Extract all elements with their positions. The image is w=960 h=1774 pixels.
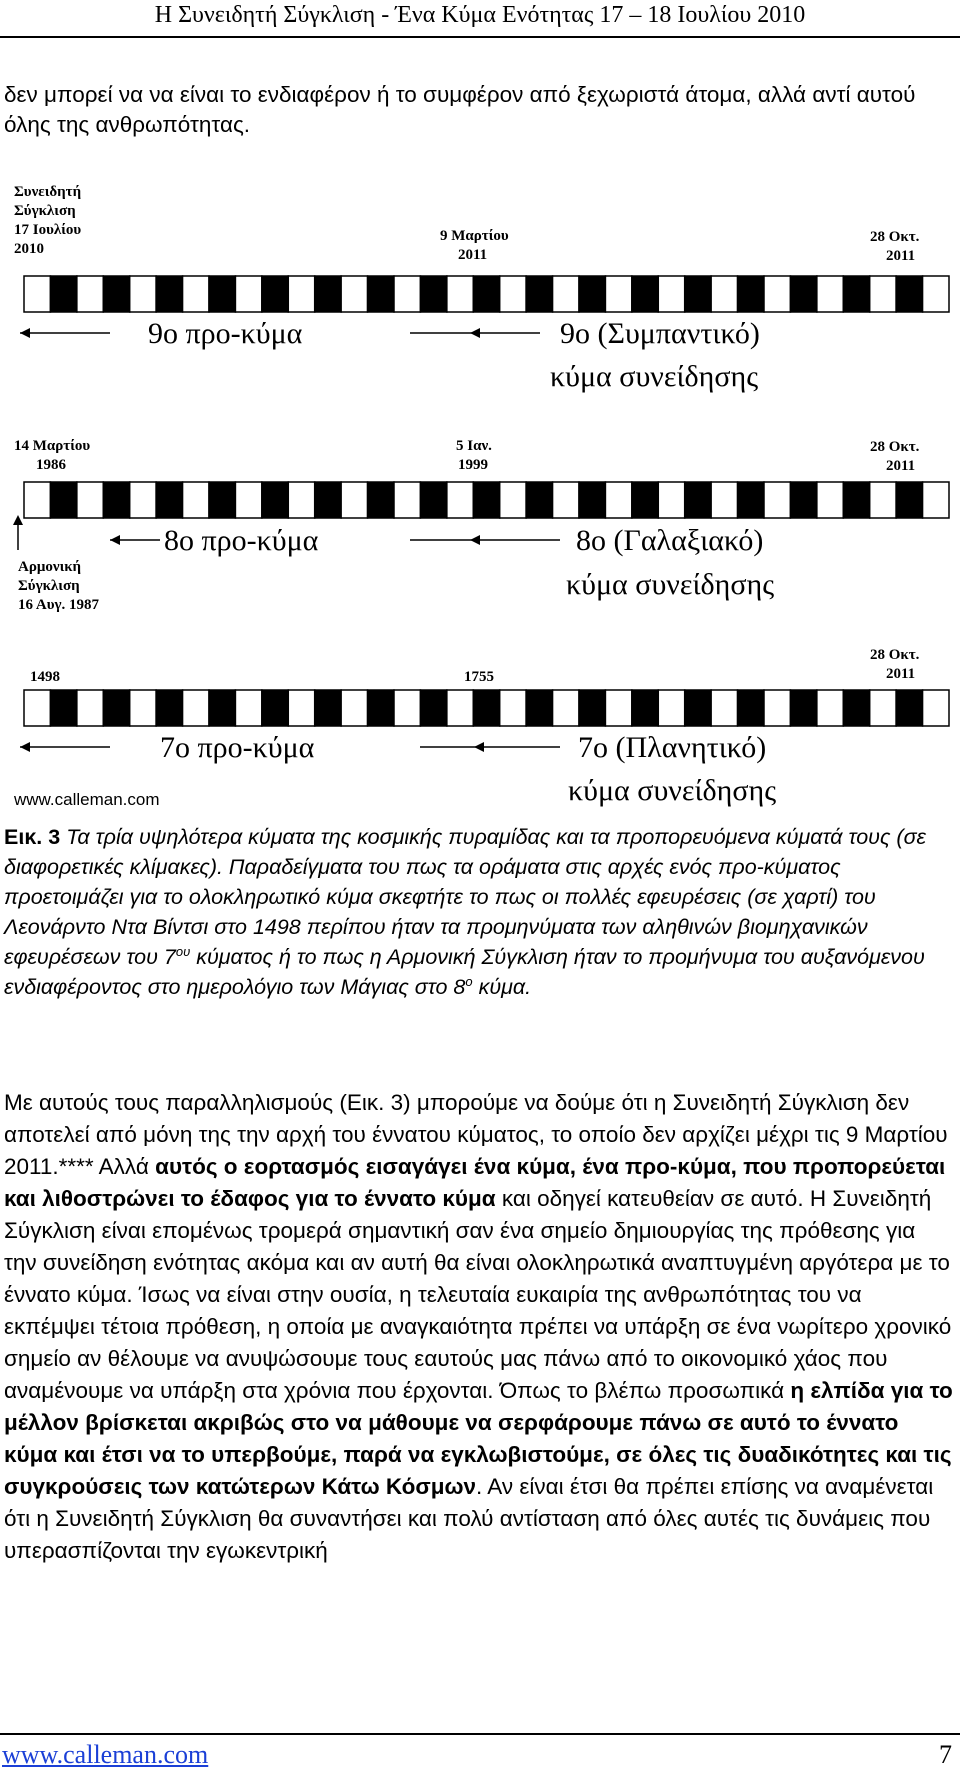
caption-label: Εικ. 3	[4, 825, 61, 849]
wave7-box-row	[24, 690, 949, 726]
wave-box	[183, 276, 209, 312]
figure-source: www.calleman.com	[14, 790, 160, 809]
wave-box	[870, 482, 896, 518]
wave8-arrowhead-left	[110, 535, 120, 545]
wave-box	[711, 276, 737, 312]
wave7-right-label-0: 28 Οκτ.	[870, 647, 920, 663]
footer-link[interactable]: www.calleman.com	[2, 1740, 209, 1769]
wave-box	[103, 482, 129, 518]
wave-box	[209, 482, 235, 518]
wave-box	[235, 276, 261, 312]
wave-box	[130, 690, 156, 726]
wave-box	[262, 690, 288, 726]
wave7-pre-wave-label: 7ο προ-κύμα	[160, 731, 315, 764]
wave-box	[473, 482, 499, 518]
caption-text-3: κύμα.	[472, 975, 532, 999]
wave8-left-label-1: 1986	[36, 457, 66, 473]
wave7-left-label-0: 1498	[30, 669, 60, 685]
wave-box	[447, 482, 473, 518]
wave-box	[553, 690, 579, 726]
wave-box	[764, 276, 790, 312]
wave-box	[843, 482, 869, 518]
wave-box	[685, 690, 711, 726]
wave-box	[764, 690, 790, 726]
wave-box	[658, 482, 684, 518]
body-bold-2: η ελπίδα για το μέλλον βρίσκεται ακριβώς στο να μάθουμε να σερφάρουμε πάνω σε αυτό το έννατο κύμα και έτσι να το υπερβούμε, παρά να εγκλωβιστούμε, σε όλες τις δυαδικότητες και τις συγκρούσεις των κατώτερων Κάτω Κόσμων	[4, 1378, 953, 1499]
page-header: Η Συνειδητή Σύγκλιση - Ένα Κύμα Ενότητας 17 – 18 Ιουλίου 2010	[154, 2, 806, 28]
wave8-pre-wave-label: 8ο προ-κύμα	[164, 524, 319, 557]
wave-box	[315, 276, 341, 312]
wave-box	[368, 276, 394, 312]
wave9-left-label-3: 2010	[14, 241, 44, 257]
wave-box	[632, 276, 658, 312]
wave8-marker-arrowhead	[13, 515, 23, 525]
wave9-wave-sub: κύμα συνείδησης	[550, 360, 759, 393]
wave-box	[156, 482, 182, 518]
wave-box	[209, 276, 235, 312]
wave-box	[103, 276, 129, 312]
wave-box	[658, 276, 684, 312]
wave8-below-label-0: Αρμονική	[18, 559, 82, 575]
wave-box	[605, 690, 631, 726]
wave-box	[24, 690, 50, 726]
wave8-left-label-0: 14 Μαρτίου	[14, 438, 91, 454]
wave9-wave-name: 9ο (Συμπαντικό)	[560, 317, 760, 350]
intro-paragraph	[4, 80, 954, 140]
body-text-2: και οδηγεί κατευθείαν σε αυτό. Η Συνειδητή Σύγκλιση είναι επομένως τρομερά σημαντική σαν ένα σημείο δημιουργίας της πρόθεσης για την συνείδηση ενότητας ακόμα και αν αυτή θα είναι ολοκληρωτικά αναπτυγμένη αργότερα με το έννατο κύμα. Ίσως να είναι στην ουσία, η τελευταία ευκαιρία της ανθρωπότητας του να εκπέμψει τέτοια πρόθεση, η οποία με αναγκαιότητα πρέπει να υπάρξη σε ένα νωρίτερο χρονικό σημείο αν θέλουμε να ανυψώσουμε τους εαυτούς μας πάνω από το οικονομικό χάος που αναμένουμε να υπάρξη στα χρόνια που έρχονται. Όπως το βλέπω προσωπικά	[4, 1186, 952, 1403]
wave8-right-label-0: 28 Οκτ.	[870, 439, 920, 455]
wave9-mid-label-1: 2011	[458, 247, 488, 263]
wave-box	[394, 482, 420, 518]
wave-box	[447, 276, 473, 312]
wave-box	[500, 276, 526, 312]
wave-box	[209, 690, 235, 726]
wave-box	[420, 276, 446, 312]
wave-box	[288, 276, 314, 312]
wave-box	[24, 482, 50, 518]
wave9-arrowhead-mid	[470, 328, 480, 338]
wave-box	[553, 482, 579, 518]
wave8-mid-label-1: 1999	[458, 457, 488, 473]
wave9-right-label-0: 28 Οκτ.	[870, 229, 920, 245]
wave9-left-label-1: Σύγκλιση	[14, 203, 76, 219]
wave-box	[500, 690, 526, 726]
wave-box	[24, 276, 50, 312]
wave-box	[288, 482, 314, 518]
body-bold-1: αυτός ο εορτασμός εισαγάγει ένα κύμα, ένα προ-κύμα, που προπορεύεται και λιθοστρώνει το έδαφος για το έννατο κύμα	[4, 1154, 946, 1211]
wave9-pre-wave-label: 9ο προ-κύμα	[148, 317, 303, 350]
wave-box	[50, 276, 76, 312]
wave-box	[790, 482, 816, 518]
page-number: 7	[939, 1740, 952, 1769]
wave8-wave-sub: κύμα συνείδησης	[566, 568, 775, 601]
wave-box	[817, 482, 843, 518]
wave9-right-label-1: 2011	[886, 248, 916, 264]
wave-box	[817, 690, 843, 726]
wave-box	[553, 276, 579, 312]
wave-box	[77, 482, 103, 518]
wave-box	[394, 690, 420, 726]
wave-box	[50, 482, 76, 518]
wave-box	[843, 690, 869, 726]
wave-box	[50, 690, 76, 726]
wave8-below-label-1: Σύγκλιση	[18, 578, 80, 594]
wave-box	[632, 482, 658, 518]
wave-box	[341, 482, 367, 518]
wave-box	[262, 482, 288, 518]
caption-sup-1: ου	[175, 943, 191, 959]
wave-box	[156, 690, 182, 726]
wave-box	[473, 690, 499, 726]
caption-text-1: Τα τρία υψηλότερα κύματα της κοσμικής πυραμίδας και τα προπορευόμενα κύματά τους (σε διαφορετικές κλίμακες). Παραδείγματα του πως τα οράματα στις αρχές ενός προ-κύματος προετοιμάζει για το ολοκληρωτικό κύμα σκεφτήτε το πως οι πολλές εφευρέσεις (σε χαρτί) του Λεονάρντο Ντα Βίντσι στο 1498 περίπου ήταν τα προμηνύματα των αληθινών βιομηχανικών εφευρέσεων του 7	[4, 825, 926, 969]
figure-waves	[0, 180, 960, 820]
wave-box	[685, 482, 711, 518]
wave-9-group	[14, 184, 949, 393]
wave7-right-label-1: 2011	[886, 666, 916, 682]
wave-box	[790, 276, 816, 312]
wave8-below-label-2: 16 Αυγ. 1987	[18, 597, 100, 613]
caption-sup-2: ο	[465, 973, 473, 989]
wave-box	[262, 276, 288, 312]
wave-box	[605, 276, 631, 312]
wave-8-group	[13, 438, 949, 613]
wave-box	[896, 276, 922, 312]
wave-box	[896, 690, 922, 726]
figure-caption	[4, 822, 954, 1002]
wave-box	[473, 276, 499, 312]
wave-box	[579, 276, 605, 312]
wave-box	[711, 482, 737, 518]
wave7-arrowhead-left	[20, 742, 30, 752]
wave-box	[130, 276, 156, 312]
wave-box	[923, 276, 949, 312]
wave-box	[341, 690, 367, 726]
body-paragraph	[4, 1087, 954, 1567]
wave-box	[368, 690, 394, 726]
wave-box	[77, 276, 103, 312]
wave7-wave-sub: κύμα συνείδησης	[568, 774, 777, 807]
wave-box	[447, 690, 473, 726]
wave-box	[183, 482, 209, 518]
waves-diagram	[0, 180, 960, 820]
header-rule	[0, 36, 960, 38]
wave-box	[605, 482, 631, 518]
wave8-arrowhead-mid	[470, 535, 480, 545]
wave-box	[130, 482, 156, 518]
wave-box	[870, 276, 896, 312]
wave-box	[896, 482, 922, 518]
wave7-mid-label-0: 1755	[464, 669, 494, 685]
wave-box	[658, 690, 684, 726]
wave8-wave-name: 8ο (Γαλαξιακό)	[576, 524, 764, 557]
wave7-wave-name: 7ο (Πλανητικό)	[578, 731, 767, 764]
wave-7-group	[13, 647, 949, 809]
caption-text-2: κύματος ή το πως η Αρμονική Σύγκλιση ήταν το προμήνυμα του αυξανόμενου ενδιαφέροντος στο ημερολόγιο των Μάγιας στο 8	[4, 945, 925, 999]
wave-box	[526, 690, 552, 726]
wave9-left-label-0: Συνειδητή	[14, 184, 82, 200]
wave-box	[420, 690, 446, 726]
wave-box	[923, 690, 949, 726]
wave8-mid-label-0: 5 Ιαν.	[456, 438, 492, 454]
wave-box	[579, 690, 605, 726]
wave-box	[526, 276, 552, 312]
wave8-box-row	[24, 482, 949, 518]
wave-box	[870, 690, 896, 726]
wave-box	[156, 276, 182, 312]
wave-box	[420, 482, 446, 518]
wave-box	[711, 690, 737, 726]
footer-rule	[0, 1733, 960, 1735]
wave-box	[394, 276, 420, 312]
wave-box	[315, 482, 341, 518]
wave-box	[764, 482, 790, 518]
wave-box	[923, 482, 949, 518]
wave-box	[579, 482, 605, 518]
wave-box	[526, 482, 552, 518]
wave7-arrowhead-mid	[474, 742, 484, 752]
wave-box	[843, 276, 869, 312]
wave9-mid-label-0: 9 Μαρτίου	[440, 228, 509, 244]
wave-box	[817, 276, 843, 312]
wave-box	[341, 276, 367, 312]
wave-box	[632, 690, 658, 726]
body-text-1: Με αυτούς τους παραλληλισμούς (Εικ. 3) μπορούμε να δούμε ότι η Συνειδητή Σύγκλιση δεν αποτελεί από μόνη της την αρχή του έννατου κύματος, το οποίο δεν αρχίζει μέχρι τις 9 Μαρτίου 2011.**** Αλλά	[4, 1090, 948, 1179]
intro-text: δεν μπορεί να να είναι το ενδιαφέρον ή το συμφέρον από ξεχωριστά άτομα, αλλά αντί αυτού όλης της ανθρωπότητας.	[4, 82, 916, 137]
wave-box	[235, 482, 261, 518]
wave-box	[103, 690, 129, 726]
wave9-box-row	[24, 276, 949, 312]
wave9-arrowhead-left	[20, 328, 30, 338]
wave-box	[288, 690, 314, 726]
wave-box	[500, 482, 526, 518]
wave-box	[738, 482, 764, 518]
wave-box	[738, 690, 764, 726]
wave-box	[368, 482, 394, 518]
wave-box	[685, 276, 711, 312]
body-text-3: . Αν είναι έτσι θα πρέπει επίσης να αναμένεται ότι η Συνειδητή Σύγκλιση θα συναντήσει και πολύ αντίσταση από όλες αυτές τις δυνάμεις που υπερασπίζονται την εγωκεντρική	[4, 1474, 934, 1563]
wave-box	[315, 690, 341, 726]
wave-box	[77, 690, 103, 726]
wave-box	[235, 690, 261, 726]
wave8-right-label-1: 2011	[886, 458, 916, 474]
wave-box	[790, 690, 816, 726]
wave9-left-label-2: 17 Ιουλίου	[14, 222, 82, 238]
wave-box	[738, 276, 764, 312]
wave-box	[183, 690, 209, 726]
